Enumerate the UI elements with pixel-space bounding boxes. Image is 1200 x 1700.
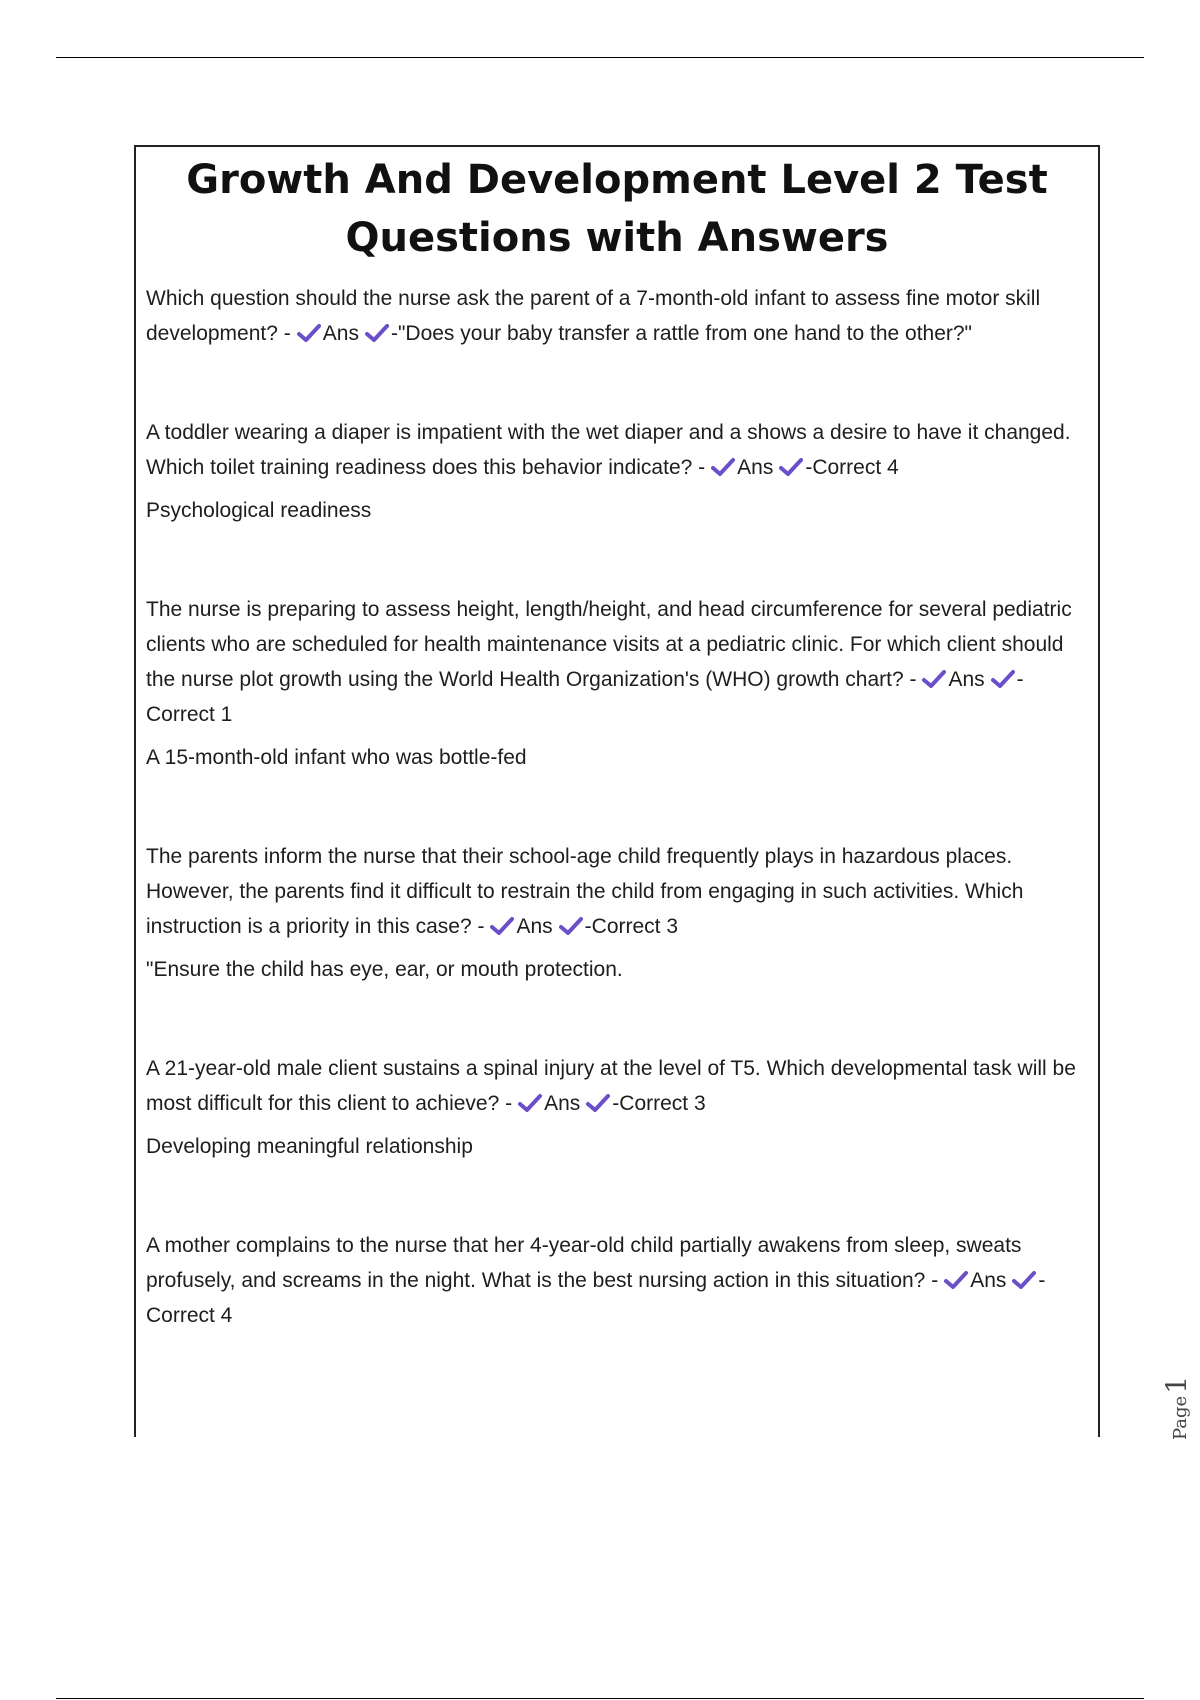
qa-list bbox=[136, 267, 1098, 1333]
checkmark-icon bbox=[991, 669, 1015, 689]
answer-inline: -Correct 3 bbox=[584, 915, 679, 938]
qa-item bbox=[146, 1228, 1088, 1333]
checkmark-icon bbox=[779, 457, 803, 477]
checkmark-icon bbox=[922, 669, 946, 689]
checkmark-icon bbox=[586, 1093, 610, 1113]
qa-item bbox=[146, 281, 1088, 351]
qa-item bbox=[146, 1051, 1088, 1164]
question-text bbox=[146, 839, 1088, 944]
document-frame bbox=[134, 145, 1100, 1437]
question-text bbox=[146, 1051, 1088, 1121]
answer-text: "Ensure the child has eye, ear, or mouth protection. bbox=[146, 958, 623, 981]
ans-marker: Ans bbox=[516, 915, 553, 938]
question-body: A mother complains to the nurse that her 4-year-old child partially awakens from sleep, sweats profusely, and screams in the night. What is the best nursing action in this situation? - bbox=[146, 1234, 1022, 1292]
answer-inline: -Correct 4 bbox=[146, 1269, 1046, 1327]
question-text bbox=[146, 281, 1088, 351]
page-number: 1 bbox=[1160, 1375, 1193, 1394]
checkmark-icon bbox=[518, 1093, 542, 1113]
answer-inline: -"Does your baby transfer a rattle from one hand to the other?" bbox=[390, 322, 973, 345]
checkmark-icon bbox=[490, 916, 514, 936]
checkmark-icon bbox=[711, 457, 735, 477]
page-number-label bbox=[1160, 1376, 1193, 1440]
checkmark-icon bbox=[1012, 1270, 1036, 1290]
answer-text: Developing meaningful relationship bbox=[146, 1135, 473, 1158]
question-text bbox=[146, 1228, 1088, 1333]
question-body: A 21-year-old male client sustains a spinal injury at the level of T5. Which developmental task will be most difficult for this client to achieve? - bbox=[146, 1057, 1076, 1115]
question-text bbox=[146, 592, 1088, 732]
document-title: Growth And Development Level 2 Test Questions with Answers bbox=[186, 157, 1048, 261]
ans-marker: Ans bbox=[970, 1269, 1007, 1292]
checkmark-icon bbox=[559, 916, 583, 936]
question-body: A toddler wearing a diaper is impatient with the wet diaper and a shows a desire to have it changed. Which toilet training readiness does this behavior indicate? - bbox=[146, 421, 1071, 479]
answer-inline: -Correct 3 bbox=[612, 1092, 706, 1115]
checkmark-icon bbox=[944, 1270, 968, 1290]
qa-item bbox=[146, 415, 1088, 528]
question-body: Which question should the nurse ask the parent of a 7-month-old infant to assess fine motor skill development? - bbox=[146, 287, 1041, 345]
question-body: The parents inform the nurse that their school-age child frequently plays in hazardous places. However, the parents find it difficult to restrain the child from engaging in such activities. Which instruction is a priority in this case? - bbox=[146, 845, 1024, 938]
question-body: The nurse is preparing to assess height, length/height, and head circumference for several pediatric clients who are scheduled for health maintenance visits at a pediatric clinic. For which client should the nurse plot growth using the World Health Organization's (WHO) growth chart? - bbox=[146, 598, 1072, 691]
question-text bbox=[146, 415, 1088, 485]
ans-marker: Ans bbox=[544, 1092, 581, 1115]
qa-item bbox=[146, 839, 1088, 987]
footer-rule bbox=[56, 1698, 1144, 1699]
qa-item bbox=[146, 592, 1088, 775]
answer-text: Psychological readiness bbox=[146, 499, 372, 522]
ans-marker: Ans bbox=[322, 322, 359, 345]
page-word: Page bbox=[1170, 1395, 1191, 1440]
checkmark-icon bbox=[297, 323, 321, 343]
ans-marker: Ans bbox=[737, 456, 774, 479]
answer-inline: -Correct 1 bbox=[146, 668, 1024, 726]
answer-text: A 15-month-old infant who was bottle-fed bbox=[146, 746, 527, 769]
header-rule bbox=[56, 57, 1144, 58]
answer-inline: -Correct 4 bbox=[805, 456, 899, 479]
ans-marker: Ans bbox=[948, 668, 985, 691]
checkmark-icon bbox=[365, 323, 389, 343]
